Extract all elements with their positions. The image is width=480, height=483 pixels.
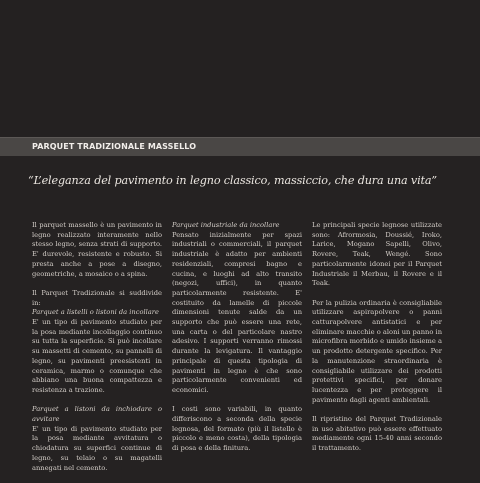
section-title: PARQUET TRADIZIONALE MASSELLO [32,142,197,151]
paragraph-body: E' un tipo di pavimento studiato per la posa mediante incollaggio continuo su tutta la superficie. Si può incollare su massetti di cemento, su pannelli di legno, su pavimenti preesistenti in ceramica, marmo o comunque che abbiano una buona compattezza e resistenza a trazione. [32,318,162,394]
tagline-quote: “L’eleganza del pavimento in legno classico, massiccio, che dura una vita” [28,174,437,187]
paragraph-heading: Parquet industriale da incollare [172,221,280,229]
paragraph [312,299,442,406]
paragraph [32,405,162,473]
paragraph [172,221,302,396]
paragraph [172,405,302,454]
paragraph-body: Il parquet massello è un pavimento in legno realizzato interamente nello stesso legno, senza strati di supporto. E' durevole, resistente e robusto. Si presta anche a pose a disegno, geometriche, a mosaico o a spina. [32,221,162,278]
paragraph-heading: Parquet a listelli o listoni da incollare [32,308,159,317]
paragraph-body: Il ripristino del Parquet Tradizionale in uso abitativo può essere effettuato mediamente ogni 15-40 anni secondo il trattamento. [312,415,442,453]
section-header-bar [0,137,480,156]
paragraph-body: Per la pulizia ordinaria è consigliabile utilizzare aspirapolvere o panni catturapolvere antistatici e per eliminare macchie o aloni un panno in microfibra morbido e umido insieme a un prodotto detergente specifico. Per la manutenzione straordinaria è consigliabile utilizzare dei prodotti protettivi specifici, per donare lucentezza e per proteggere il pavimento dagli agenti ambientali. [312,298,442,404]
paragraph [312,221,442,289]
paragraph-body: Pensato inizialmente per spazi industriali o commerciali, il parquet industriale è adatto per ambienti residenziali, compresi bagno e cucina, e luoghi ad alto transito (negozi, uffici), in quanto particolarmente resistente. E' costituito da lamelle di piccole dimensioni tenute salde da un supporto che può essere una rete, una carta o del particolare nastro adesivo. I supporti verranno rimossi durante la levigatura. Il vantaggio principale di questa tipologia di pavimenti in legno è che sono particolarmente convenienti ed economici. [172,230,302,394]
paragraph [32,289,162,396]
paragraph-body: E' un tipo di pavimento studiato per la posa mediante avvitatura o chiodatura su superfici continue di legno, su telaio o su magatelli annegati nel cemento. [32,424,162,472]
text-column-2 [172,221,302,464]
paragraph-heading: Parquet a listoni da inchiodare o avvitare [32,405,162,424]
paragraph [312,415,442,454]
text-column-3 [312,221,442,464]
paragraph [32,221,162,279]
text-column-1 [32,221,162,483]
dark-top-area [0,0,480,137]
paragraph-body: Le principali specie legnose utilizzate sono: Afrormosia, Doussié, Iroko, Larice, Mogano Sapelli, Olivo, Rovere, Teak, Wengé. Sono particolarmente idonei per il Parquet Industriale il Merbau, il Rovere e il Teak. [312,221,442,288]
paragraph-body: I costi sono variabili, in quanto differiscono a seconda della specie legnosa, del formato (più il listello è piccolo e meno costa), della tipologia di posa e della finitura. [172,405,302,453]
paragraph-body: Il Parquet Tradizionale si suddivide in: [32,288,162,307]
